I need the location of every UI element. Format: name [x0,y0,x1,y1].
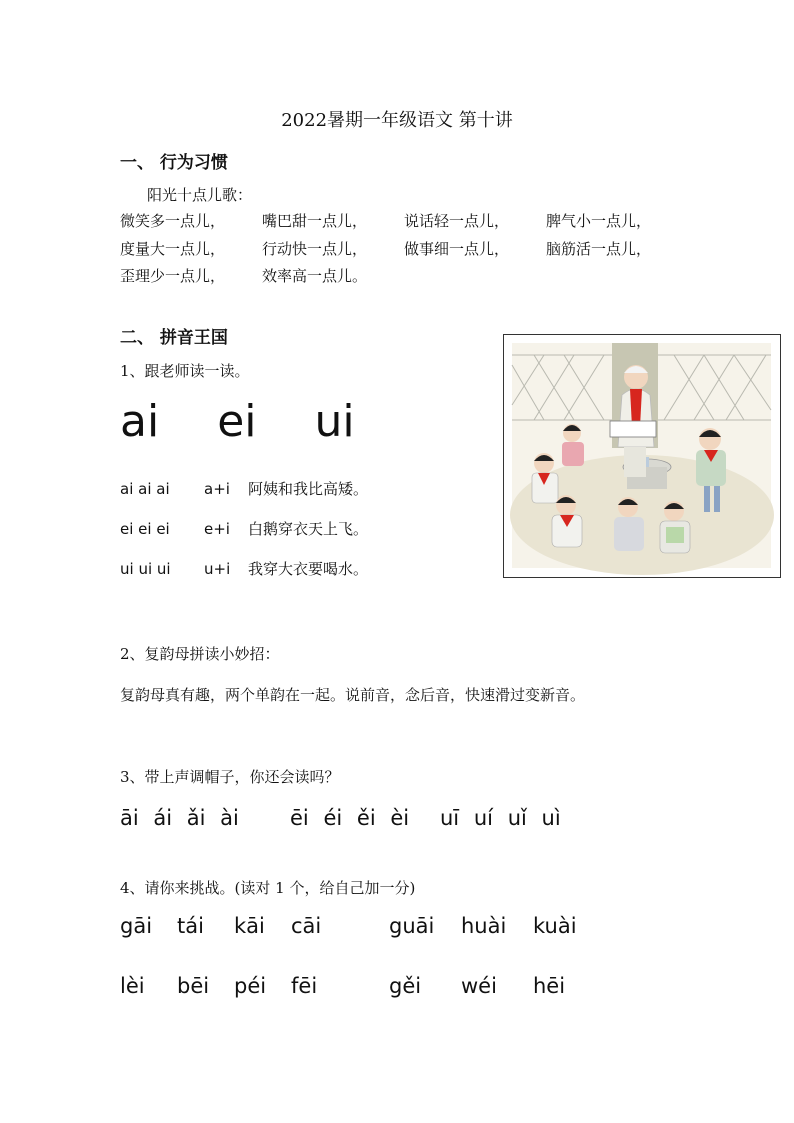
poem-phrase: 嘴巴甜一点儿， [262,212,368,230]
rhyme-pinyin: ei ei ei [120,520,170,538]
tone-group-ai [120,806,290,830]
challenge-syllable: hēi [533,974,566,998]
big-pinyin: ai [120,396,160,447]
rhyme-text: 白鹅穿衣天上飞。 [248,520,369,538]
poem-line-2 [120,238,688,259]
challenge-syllable: tái [177,914,204,938]
rhyme-row [120,558,368,579]
challenge-syllable: kāi [234,914,265,938]
poem-phrase: 歪理少一点儿， [120,267,226,285]
tone-syllable: ái [153,806,173,830]
tone-syllable: éi [323,806,343,830]
tone-syllable: āi [120,806,139,830]
poem-phrase: 脑筋活一点儿， [546,240,652,258]
poem-phrase: 度量大一点儿， [120,240,226,258]
rhyme-rule: e+i [204,520,230,538]
page-title: 2022暑期一年级语文 第十讲 [281,110,513,131]
tone-syllable: ài [220,806,239,830]
tone-group-ui [440,806,590,830]
rhyme-row [120,478,368,499]
poem-phrase: 效率高一点儿。 [262,267,368,285]
challenge-syllable: kuài [533,914,577,938]
poem-phrase: 微笑多一点儿， [120,212,226,230]
challenge-syllable: péi [234,974,267,998]
poem-phrase: 行动快一点儿， [262,240,368,258]
q3-prompt: 3、带上声调帽子，你还会读吗？ [120,768,340,786]
big-pinyin-row [120,396,399,447]
poem-title: 阳光十点儿歌： [147,186,253,204]
open-book [610,421,656,437]
poem-phrase: 做事细一点儿， [404,240,510,258]
poem-phrase: 说话轻一点儿， [404,212,510,230]
rhyme-text: 阿姨和我比高矮。 [248,480,369,498]
rhyme-pinyin: ai ai ai [120,480,170,498]
rhyme-text: 我穿大衣要喝水。 [248,560,369,578]
big-pinyin: ui [314,396,355,447]
q1-prompt: 1、跟老师读一读。 [120,362,250,380]
rhyme-rule: a+i [204,480,230,498]
challenge-syllable: guāi [389,914,435,938]
tone-syllable: ǎi [186,806,206,830]
challenge-syllable: fēi [291,974,318,998]
challenge-syllable: gāi [120,914,153,938]
tone-syllable: uǐ [507,806,527,830]
story-time-illustration [504,335,779,576]
rhyme-row [120,518,368,539]
challenge-row-1 [120,914,577,938]
q2-prompt: 2、复韵母拼读小妙招： [120,645,280,663]
section-heading-pinyin: 二、 拼音王国 [120,328,228,348]
challenge-syllable: lèi [120,974,145,998]
challenge-syllable: gěi [389,974,422,998]
challenge-syllable: cāi [291,914,322,938]
illustration-teacher-reading [503,334,781,578]
poem-line-3 [120,265,404,286]
rhyme-rule: u+i [204,560,231,578]
tone-syllable: ēi [290,806,309,830]
q4-prompt: 4、请你来挑战。(读对 1 个，给自己加一分) [120,879,416,897]
poem-line-1 [120,210,688,231]
tone-syllable: ěi [356,806,376,830]
tone-syllable: èi [390,806,410,830]
challenge-row-2 [120,974,565,998]
tone-group-ei [290,806,440,830]
challenge-syllable: bēi [177,974,210,998]
tone-syllable: uī [440,806,460,830]
rhyme-pinyin: ui ui ui [120,560,171,578]
q2-text: 复韵母真有趣，两个单韵在一起。说前音，念后音，快速滑过变新音。 [120,686,586,704]
tone-row [120,806,590,830]
challenge-syllable: huài [461,914,507,938]
poem-phrase: 脾气小一点儿， [546,212,652,230]
section-heading-habits: 一、 行为习惯 [120,153,228,173]
big-pinyin: ei [217,396,257,447]
tone-syllable: uì [541,806,561,830]
tone-syllable: uí [473,806,493,830]
challenge-syllable: wéi [461,974,497,998]
